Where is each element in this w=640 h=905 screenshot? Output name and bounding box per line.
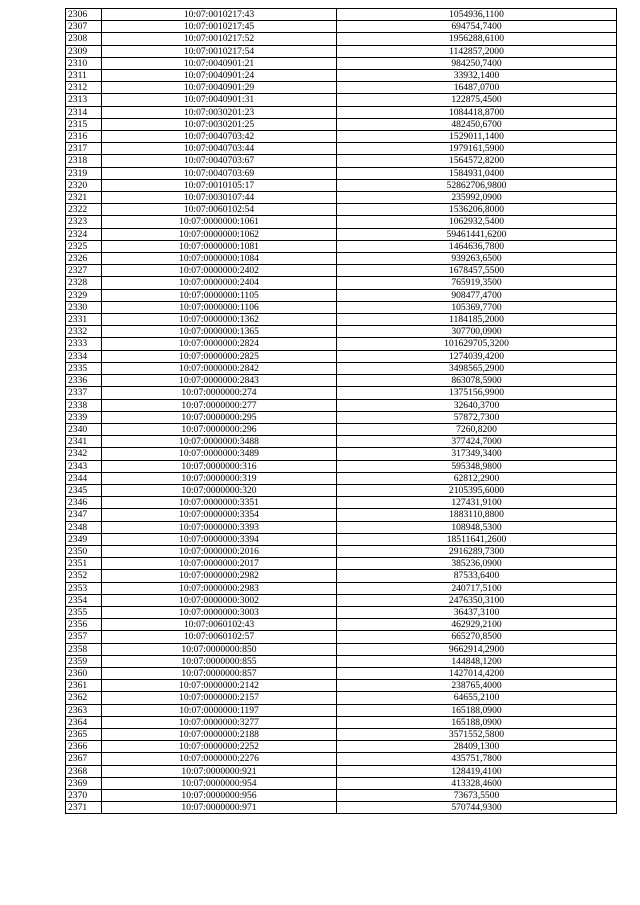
cadastral-number-cell: 10:07:0040901:29 <box>102 82 337 94</box>
cadastral-value-cell: 16487,0700 <box>337 82 617 94</box>
cadastral-number-cell: 10:07:0000000:1105 <box>102 289 337 301</box>
row-number-cell: 2338 <box>66 399 102 411</box>
table-row <box>66 277 617 289</box>
cadastral-value-cell: 7260,8200 <box>337 423 617 435</box>
cadastral-value-cell: 765919,3500 <box>337 277 617 289</box>
row-number-cell: 2313 <box>66 94 102 106</box>
cadastral-number-cell: 10:07:0000000:274 <box>102 387 337 399</box>
cadastral-value-cell: 317349,3400 <box>337 448 617 460</box>
table-row <box>66 460 617 472</box>
cadastral-number-cell: 10:07:0000000:1081 <box>102 240 337 252</box>
cadastral-number-cell: 10:07:0000000:3394 <box>102 533 337 545</box>
row-number-cell: 2306 <box>66 9 102 21</box>
table-row <box>66 484 617 496</box>
cadastral-value-cell: 377424,7000 <box>337 436 617 448</box>
row-number-cell: 2308 <box>66 33 102 45</box>
table-row <box>66 21 617 33</box>
row-number-cell: 2352 <box>66 570 102 582</box>
row-number-cell: 2351 <box>66 558 102 570</box>
table-row <box>66 167 617 179</box>
cadastral-number-cell: 10:07:0040901:31 <box>102 94 337 106</box>
table-row <box>66 265 617 277</box>
cadastral-number-cell: 10:07:0060102:43 <box>102 619 337 631</box>
cadastral-number-cell: 10:07:0030201:25 <box>102 118 337 130</box>
row-number-cell: 2367 <box>66 753 102 765</box>
row-number-cell: 2320 <box>66 179 102 191</box>
cadastral-number-cell: 10:07:0040703:67 <box>102 155 337 167</box>
cadastral-value-cell: 33932,1400 <box>337 70 617 82</box>
table-row <box>66 143 617 155</box>
row-number-cell: 2307 <box>66 21 102 33</box>
row-number-cell: 2329 <box>66 289 102 301</box>
cadastral-number-cell: 10:07:0000000:3277 <box>102 716 337 728</box>
table-row <box>66 667 617 679</box>
cadastral-value-cell: 1427014,4200 <box>337 667 617 679</box>
cadastral-number-cell: 10:07:0000000:1362 <box>102 314 337 326</box>
cadastral-value-cell: 122875,4500 <box>337 94 617 106</box>
table-row <box>66 790 617 802</box>
table-row <box>66 399 617 411</box>
table-row <box>66 741 617 753</box>
cadastral-value-cell: 128419,4100 <box>337 765 617 777</box>
cadastral-value-cell: 1529011,1400 <box>337 131 617 143</box>
cadastral-value-cell: 101629705,3200 <box>337 338 617 350</box>
table-row <box>66 472 617 484</box>
table-row <box>66 326 617 338</box>
table-row <box>66 301 617 313</box>
row-number-cell: 2344 <box>66 472 102 484</box>
cadastral-value-cell: 1536206,8000 <box>337 204 617 216</box>
cadastral-value-cell: 127431,9100 <box>337 497 617 509</box>
cadastral-value-cell: 2916289,7300 <box>337 545 617 557</box>
cadastral-number-cell: 10:07:0000000:857 <box>102 667 337 679</box>
table-row <box>66 70 617 82</box>
row-number-cell: 2326 <box>66 253 102 265</box>
row-number-cell: 2363 <box>66 704 102 716</box>
cadastral-number-cell: 10:07:0000000:3354 <box>102 509 337 521</box>
cadastral-number-cell: 10:07:0000000:921 <box>102 765 337 777</box>
cadastral-number-cell: 10:07:0000000:2982 <box>102 570 337 582</box>
row-number-cell: 2350 <box>66 545 102 557</box>
row-number-cell: 2334 <box>66 350 102 362</box>
row-number-cell: 2361 <box>66 680 102 692</box>
table-row <box>66 582 617 594</box>
cadastral-number-cell: 10:07:0010217:45 <box>102 21 337 33</box>
row-number-cell: 2368 <box>66 765 102 777</box>
cadastral-value-cell: 9662914,2900 <box>337 643 617 655</box>
cadastral-number-cell: 10:07:0000000:277 <box>102 399 337 411</box>
cadastral-value-cell: 1883110,8800 <box>337 509 617 521</box>
cadastral-number-cell: 10:07:0000000:954 <box>102 777 337 789</box>
row-number-cell: 2362 <box>66 692 102 704</box>
table-row <box>66 643 617 655</box>
cadastral-value-cell: 165188,0900 <box>337 716 617 728</box>
table-row <box>66 192 617 204</box>
cadastral-number-cell: 10:07:0000000:1062 <box>102 228 337 240</box>
cadastral-number-cell: 10:07:0000000:2842 <box>102 362 337 374</box>
row-number-cell: 2323 <box>66 216 102 228</box>
table-body <box>66 9 617 814</box>
cadastral-number-cell: 10:07:0000000:1365 <box>102 326 337 338</box>
row-number-cell: 2359 <box>66 655 102 667</box>
row-number-cell: 2371 <box>66 802 102 814</box>
row-number-cell: 2358 <box>66 643 102 655</box>
cadastral-number-cell: 10:07:0040703:69 <box>102 167 337 179</box>
cadastral-value-cell: 240717,5100 <box>337 582 617 594</box>
row-number-cell: 2356 <box>66 619 102 631</box>
row-number-cell: 2340 <box>66 423 102 435</box>
cadastral-value-cell: 59461441,6200 <box>337 228 617 240</box>
table-row <box>66 423 617 435</box>
table-row <box>66 228 617 240</box>
cadastral-value-cell: 1584931,0400 <box>337 167 617 179</box>
cadastral-value-cell: 36437,3100 <box>337 606 617 618</box>
row-number-cell: 2349 <box>66 533 102 545</box>
table-row <box>66 216 617 228</box>
row-number-cell: 2366 <box>66 741 102 753</box>
table-row <box>66 82 617 94</box>
cadastral-value-cell: 32640,3700 <box>337 399 617 411</box>
cadastral-number-cell: 10:07:0010217:54 <box>102 45 337 57</box>
row-number-cell: 2316 <box>66 131 102 143</box>
table-row <box>66 436 617 448</box>
row-number-cell: 2342 <box>66 448 102 460</box>
table-row <box>66 204 617 216</box>
cadastral-value-cell: 1054936,1100 <box>337 9 617 21</box>
table-row <box>66 728 617 740</box>
cadastral-value-cell: 57872,7300 <box>337 411 617 423</box>
cadastral-number-cell: 10:07:0000000:956 <box>102 790 337 802</box>
row-number-cell: 2365 <box>66 728 102 740</box>
table-row <box>66 118 617 130</box>
table-row <box>66 570 617 582</box>
row-number-cell: 2369 <box>66 777 102 789</box>
row-number-cell: 2336 <box>66 375 102 387</box>
row-number-cell: 2327 <box>66 265 102 277</box>
cadastral-number-cell: 10:07:0000000:855 <box>102 655 337 667</box>
cadastral-value-cell: 28409,1300 <box>337 741 617 753</box>
cadastral-number-cell: 10:07:0000000:2142 <box>102 680 337 692</box>
cadastral-value-cell: 863078,5900 <box>337 375 617 387</box>
table-row <box>66 179 617 191</box>
row-number-cell: 2309 <box>66 45 102 57</box>
table-row <box>66 9 617 21</box>
cadastral-value-cell: 908477,4700 <box>337 289 617 301</box>
table-row <box>66 57 617 69</box>
table-row <box>66 45 617 57</box>
cadastral-value-cell: 1375156,9900 <box>337 387 617 399</box>
cadastral-number-cell: 10:07:0000000:3003 <box>102 606 337 618</box>
cadastral-value-cell: 435751,7800 <box>337 753 617 765</box>
table-row <box>66 533 617 545</box>
table-row <box>66 655 617 667</box>
cadastral-value-cell: 595348,9800 <box>337 460 617 472</box>
row-number-cell: 2314 <box>66 106 102 118</box>
cadastral-value-cell: 235992,0900 <box>337 192 617 204</box>
table-row <box>66 338 617 350</box>
cadastral-value-cell: 18511641,2600 <box>337 533 617 545</box>
cadastral-value-cell: 570744,9300 <box>337 802 617 814</box>
cadastral-value-cell: 238765,4000 <box>337 680 617 692</box>
cadastral-value-cell: 1062932,5400 <box>337 216 617 228</box>
cadastral-value-cell: 482450,6700 <box>337 118 617 130</box>
cadastral-number-cell: 10:07:0000000:1061 <box>102 216 337 228</box>
row-number-cell: 2315 <box>66 118 102 130</box>
cadastral-number-cell: 10:07:0000000:2843 <box>102 375 337 387</box>
cadastral-value-cell: 1142857,2000 <box>337 45 617 57</box>
table-row <box>66 155 617 167</box>
cadastral-number-cell: 10:07:0000000:1106 <box>102 301 337 313</box>
table-row <box>66 314 617 326</box>
cadastral-number-cell: 10:07:0030107:44 <box>102 192 337 204</box>
cadastral-value-cell: 165188,0900 <box>337 704 617 716</box>
cadastral-number-cell: 10:07:0000000:3489 <box>102 448 337 460</box>
cadastral-number-cell: 10:07:0000000:2017 <box>102 558 337 570</box>
cadastral-number-cell: 10:07:0000000:2188 <box>102 728 337 740</box>
table-row <box>66 94 617 106</box>
cadastral-value-cell: 462929,2100 <box>337 619 617 631</box>
row-number-cell: 2357 <box>66 631 102 643</box>
table-row <box>66 594 617 606</box>
table-row <box>66 704 617 716</box>
cadastral-number-cell: 10:07:0000000:296 <box>102 423 337 435</box>
row-number-cell: 2333 <box>66 338 102 350</box>
cadastral-value-cell: 62812,2900 <box>337 472 617 484</box>
cadastral-number-cell: 10:07:0030201:23 <box>102 106 337 118</box>
row-number-cell: 2360 <box>66 667 102 679</box>
cadastral-value-cell: 144848,1200 <box>337 655 617 667</box>
table-row <box>66 545 617 557</box>
table-row <box>66 375 617 387</box>
cadastral-number-cell: 10:07:0000000:2252 <box>102 741 337 753</box>
cadastral-number-cell: 10:07:0010105:17 <box>102 179 337 191</box>
cadastral-number-cell: 10:07:0000000:2824 <box>102 338 337 350</box>
row-number-cell: 2341 <box>66 436 102 448</box>
cadastral-value-cell: 1184185,2000 <box>337 314 617 326</box>
row-number-cell: 2353 <box>66 582 102 594</box>
cadastral-value-cell: 3498565,2900 <box>337 362 617 374</box>
cadastral-number-cell: 10:07:0000000:2983 <box>102 582 337 594</box>
cadastral-number-cell: 10:07:0010217:52 <box>102 33 337 45</box>
row-number-cell: 2330 <box>66 301 102 313</box>
table-row <box>66 509 617 521</box>
table-row <box>66 716 617 728</box>
cadastral-number-cell: 10:07:0040901:21 <box>102 57 337 69</box>
cadastral-number-cell: 10:07:0000000:2825 <box>102 350 337 362</box>
cadastral-number-cell: 10:07:0000000:316 <box>102 460 337 472</box>
cadastral-value-cell: 2476350,3100 <box>337 594 617 606</box>
cadastral-value-cell: 108948,5300 <box>337 521 617 533</box>
table-row <box>66 289 617 301</box>
table-row <box>66 802 617 814</box>
table-row <box>66 777 617 789</box>
cadastral-value-table-container <box>65 8 611 814</box>
cadastral-number-cell: 10:07:0000000:2276 <box>102 753 337 765</box>
row-number-cell: 2346 <box>66 497 102 509</box>
cadastral-number-cell: 10:07:0000000:3002 <box>102 594 337 606</box>
table-row <box>66 33 617 45</box>
cadastral-number-cell: 10:07:0010217:43 <box>102 9 337 21</box>
cadastral-number-cell: 10:07:0000000:3488 <box>102 436 337 448</box>
row-number-cell: 2319 <box>66 167 102 179</box>
table-row <box>66 106 617 118</box>
cadastral-number-cell: 10:07:0000000:295 <box>102 411 337 423</box>
cadastral-number-cell: 10:07:0000000:2157 <box>102 692 337 704</box>
table-row <box>66 411 617 423</box>
cadastral-number-cell: 10:07:0000000:2404 <box>102 277 337 289</box>
cadastral-value-cell: 1956288,6100 <box>337 33 617 45</box>
row-number-cell: 2311 <box>66 70 102 82</box>
cadastral-value-cell: 73673,5500 <box>337 790 617 802</box>
row-number-cell: 2348 <box>66 521 102 533</box>
row-number-cell: 2332 <box>66 326 102 338</box>
cadastral-value-cell: 105369,7700 <box>337 301 617 313</box>
table-row <box>66 350 617 362</box>
row-number-cell: 2310 <box>66 57 102 69</box>
row-number-cell: 2317 <box>66 143 102 155</box>
cadastral-number-cell: 10:07:0000000:1084 <box>102 253 337 265</box>
cadastral-value-cell: 1564572,8200 <box>337 155 617 167</box>
cadastral-number-cell: 10:07:0000000:2402 <box>102 265 337 277</box>
table-row <box>66 497 617 509</box>
cadastral-value-cell: 939263,6500 <box>337 253 617 265</box>
cadastral-value-cell: 665270,8500 <box>337 631 617 643</box>
cadastral-value-cell: 3571552,5800 <box>337 728 617 740</box>
row-number-cell: 2331 <box>66 314 102 326</box>
cadastral-number-cell: 10:07:0040901:24 <box>102 70 337 82</box>
row-number-cell: 2321 <box>66 192 102 204</box>
cadastral-value-cell: 413328,4600 <box>337 777 617 789</box>
cadastral-value-cell: 385236,0900 <box>337 558 617 570</box>
cadastral-number-cell: 10:07:0000000:971 <box>102 802 337 814</box>
row-number-cell: 2354 <box>66 594 102 606</box>
table-row <box>66 131 617 143</box>
cadastral-number-cell: 10:07:0040703:44 <box>102 143 337 155</box>
cadastral-number-cell: 10:07:0000000:3351 <box>102 497 337 509</box>
table-row <box>66 387 617 399</box>
row-number-cell: 2328 <box>66 277 102 289</box>
table-row <box>66 680 617 692</box>
cadastral-number-cell: 10:07:0060102:57 <box>102 631 337 643</box>
table-row <box>66 753 617 765</box>
row-number-cell: 2364 <box>66 716 102 728</box>
cadastral-value-cell: 2105395,6000 <box>337 484 617 496</box>
cadastral-value-cell: 1678457,5500 <box>337 265 617 277</box>
cadastral-value-cell: 52862706,9800 <box>337 179 617 191</box>
cadastral-value-cell: 1979161,5900 <box>337 143 617 155</box>
table-row <box>66 240 617 252</box>
row-number-cell: 2337 <box>66 387 102 399</box>
cadastral-value-cell: 1084418,8700 <box>337 106 617 118</box>
row-number-cell: 2343 <box>66 460 102 472</box>
row-number-cell: 2335 <box>66 362 102 374</box>
row-number-cell: 2345 <box>66 484 102 496</box>
cadastral-value-cell: 1274039,4200 <box>337 350 617 362</box>
row-number-cell: 2355 <box>66 606 102 618</box>
row-number-cell: 2339 <box>66 411 102 423</box>
cadastral-number-cell: 10:07:0000000:320 <box>102 484 337 496</box>
table-row <box>66 631 617 643</box>
row-number-cell: 2324 <box>66 228 102 240</box>
cadastral-value-cell: 1464636,7800 <box>337 240 617 252</box>
row-number-cell: 2322 <box>66 204 102 216</box>
row-number-cell: 2370 <box>66 790 102 802</box>
cadastral-value-table <box>65 8 617 814</box>
row-number-cell: 2318 <box>66 155 102 167</box>
row-number-cell: 2312 <box>66 82 102 94</box>
table-row <box>66 362 617 374</box>
cadastral-value-cell: 307700,0900 <box>337 326 617 338</box>
cadastral-number-cell: 10:07:0040703:42 <box>102 131 337 143</box>
table-row <box>66 606 617 618</box>
table-row <box>66 619 617 631</box>
cadastral-number-cell: 10:07:0060102:54 <box>102 204 337 216</box>
table-row <box>66 765 617 777</box>
row-number-cell: 2325 <box>66 240 102 252</box>
table-row <box>66 521 617 533</box>
cadastral-value-cell: 694754,7400 <box>337 21 617 33</box>
table-row <box>66 253 617 265</box>
cadastral-number-cell: 10:07:0000000:1197 <box>102 704 337 716</box>
cadastral-number-cell: 10:07:0000000:2016 <box>102 545 337 557</box>
table-row <box>66 448 617 460</box>
table-row <box>66 558 617 570</box>
row-number-cell: 2347 <box>66 509 102 521</box>
cadastral-number-cell: 10:07:0000000:850 <box>102 643 337 655</box>
cadastral-value-cell: 87533,6400 <box>337 570 617 582</box>
table-row <box>66 692 617 704</box>
cadastral-number-cell: 10:07:0000000:3393 <box>102 521 337 533</box>
cadastral-number-cell: 10:07:0000000:319 <box>102 472 337 484</box>
cadastral-value-cell: 64655,2100 <box>337 692 617 704</box>
cadastral-value-cell: 984250,7400 <box>337 57 617 69</box>
